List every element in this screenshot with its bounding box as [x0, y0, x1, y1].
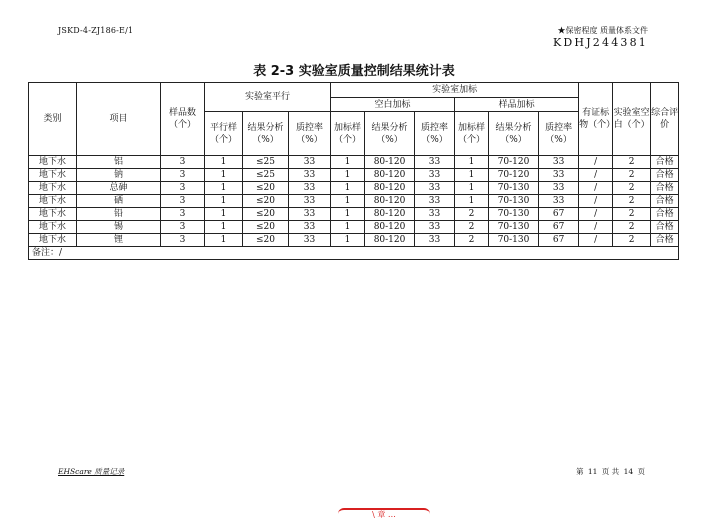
- table-cell: 1: [205, 234, 243, 247]
- header-certified-reference: 有证标物（个）: [579, 83, 613, 156]
- table-cell: 总砷: [77, 182, 161, 195]
- header-lab-blank: 实验室空白（个）: [613, 83, 651, 156]
- header-lab-spike: 实验室加标: [331, 83, 579, 98]
- header-sample-spike: 样品加标: [455, 98, 579, 112]
- table-cell: 1: [455, 182, 489, 195]
- table-cell: 3: [161, 169, 205, 182]
- header-parallel-count: 平行样（个）: [205, 112, 243, 156]
- remark: 备注：/: [29, 247, 679, 260]
- table-cell: 1: [205, 169, 243, 182]
- table-body: [29, 156, 679, 247]
- table-cell: 2: [613, 195, 651, 208]
- table-cell: 3: [161, 208, 205, 221]
- table-cell: 锂: [77, 234, 161, 247]
- table-cell: ≤25: [243, 169, 289, 182]
- table-cell: 70-120: [489, 169, 539, 182]
- table-cell: 33: [415, 156, 455, 169]
- table-cell: 铝: [77, 156, 161, 169]
- table-cell: 70-130: [489, 208, 539, 221]
- table-cell: 1: [205, 221, 243, 234]
- table-cell: ≤25: [243, 156, 289, 169]
- table-cell: /: [579, 221, 613, 234]
- table-cell: 1: [331, 169, 365, 182]
- table-row: [29, 208, 679, 221]
- header-sample-spike-rate: 质控率（%）: [539, 112, 579, 156]
- table-cell: 3: [161, 182, 205, 195]
- table-cell: 3: [161, 156, 205, 169]
- table-cell: 2: [613, 156, 651, 169]
- table-cell: 合格: [651, 156, 679, 169]
- table-cell: 3: [161, 221, 205, 234]
- table-cell: 33: [289, 195, 331, 208]
- page-current: 11: [587, 467, 598, 476]
- table-cell: 合格: [651, 195, 679, 208]
- table-cell: 1: [331, 182, 365, 195]
- table-cell: 80-120: [365, 208, 415, 221]
- table-cell: 80-120: [365, 221, 415, 234]
- table-cell: 33: [539, 156, 579, 169]
- table-cell: /: [579, 169, 613, 182]
- document-code: JSKD-4-ZJ186-E/1: [58, 26, 134, 35]
- header-sample-count: 样品数（个）: [161, 83, 205, 156]
- table-cell: /: [579, 208, 613, 221]
- table-row: [29, 169, 679, 182]
- table-cell: 硒: [77, 195, 161, 208]
- table-cell: 1: [205, 208, 243, 221]
- table-cell: 70-120: [489, 156, 539, 169]
- table-cell: 33: [415, 221, 455, 234]
- table-cell: 2: [613, 234, 651, 247]
- red-seal-stamp: \ 章 …: [338, 508, 430, 520]
- table-cell: 70-130: [489, 221, 539, 234]
- header-blank-spike-rate: 质控率（%）: [415, 112, 455, 156]
- table-cell: 2: [613, 182, 651, 195]
- table-cell: 1: [455, 156, 489, 169]
- header-lab-parallel: 实验室平行: [205, 83, 331, 112]
- table-cell: 67: [539, 234, 579, 247]
- header-sample-spike-result: 结果分析（%）: [489, 112, 539, 156]
- table-cell: 1: [331, 234, 365, 247]
- table-cell: /: [579, 156, 613, 169]
- table-cell: 33: [289, 208, 331, 221]
- header-sample-spike-count: 加标样（个）: [455, 112, 489, 156]
- table-cell: 合格: [651, 182, 679, 195]
- table-cell: 地下水: [29, 195, 77, 208]
- serial-number: KDHJ244381: [552, 36, 648, 49]
- table-cell: 地下水: [29, 234, 77, 247]
- table-cell: 锡: [77, 221, 161, 234]
- table-cell: 地下水: [29, 156, 77, 169]
- table-cell: 67: [539, 208, 579, 221]
- table-cell: 1: [331, 221, 365, 234]
- table-cell: 2: [613, 169, 651, 182]
- table-cell: 2: [455, 208, 489, 221]
- table-cell: 33: [415, 169, 455, 182]
- table-cell: 67: [539, 221, 579, 234]
- table-cell: 33: [539, 169, 579, 182]
- table-cell: 1: [331, 156, 365, 169]
- table-cell: 1: [455, 169, 489, 182]
- table-cell: 33: [415, 182, 455, 195]
- table-cell: 合格: [651, 234, 679, 247]
- page-number: [575, 466, 646, 477]
- table-cell: 33: [539, 182, 579, 195]
- table-cell: 33: [415, 208, 455, 221]
- header-blank-spike-count: 加标样（个）: [331, 112, 365, 156]
- table-cell: 1: [205, 195, 243, 208]
- table-cell: 3: [161, 195, 205, 208]
- table-row: [29, 221, 679, 234]
- table-cell: 2: [613, 221, 651, 234]
- table-cell: 80-120: [365, 182, 415, 195]
- page-mid: 页 共: [601, 467, 620, 476]
- table-cell: 70-130: [489, 182, 539, 195]
- table-row: [29, 156, 679, 169]
- table-cell: /: [579, 195, 613, 208]
- table-cell: 33: [289, 169, 331, 182]
- table-row: [29, 182, 679, 195]
- table-cell: 33: [415, 234, 455, 247]
- table-cell: 钠: [77, 169, 161, 182]
- header-item: 项目: [77, 83, 161, 156]
- table-cell: 地下水: [29, 182, 77, 195]
- table-cell: 地下水: [29, 208, 77, 221]
- table-cell: 2: [455, 221, 489, 234]
- table-cell: 1: [205, 182, 243, 195]
- table-cell: 铅: [77, 208, 161, 221]
- table-cell: 1: [455, 195, 489, 208]
- table-cell: ≤20: [243, 195, 289, 208]
- table-cell: 地下水: [29, 221, 77, 234]
- header-blank-spike: 空白加标: [331, 98, 455, 112]
- header-parallel-rate: 质控率（%）: [289, 112, 331, 156]
- page-prefix: 第: [575, 467, 584, 476]
- table-cell: 合格: [651, 221, 679, 234]
- table-cell: ≤20: [243, 182, 289, 195]
- table-cell: 33: [415, 195, 455, 208]
- table-cell: 合格: [651, 208, 679, 221]
- table-cell: /: [579, 234, 613, 247]
- table-row: [29, 195, 679, 208]
- page-total: 14: [623, 467, 634, 476]
- table-cell: 80-120: [365, 234, 415, 247]
- header-overall-evaluation: 综合评价: [651, 83, 679, 156]
- footer-record-label: EHScare 质量记录: [58, 467, 125, 476]
- table-cell: 1: [205, 156, 243, 169]
- confidentiality-label: ★保密程度 质量体系文件: [557, 26, 648, 35]
- table-cell: 70-130: [489, 195, 539, 208]
- table-cell: 33: [539, 195, 579, 208]
- header-parallel-result: 结果分析（%）: [243, 112, 289, 156]
- table-cell: 80-120: [365, 195, 415, 208]
- table-cell: /: [579, 182, 613, 195]
- table-cell: 33: [289, 182, 331, 195]
- table-cell: 地下水: [29, 169, 77, 182]
- table-cell: 33: [289, 234, 331, 247]
- table-cell: 70-130: [489, 234, 539, 247]
- header-blank-spike-result: 结果分析（%）: [365, 112, 415, 156]
- table-cell: 3: [161, 234, 205, 247]
- table-cell: 33: [289, 221, 331, 234]
- page-suffix: 页: [637, 467, 645, 476]
- table-cell: ≤20: [243, 221, 289, 234]
- table-cell: 1: [331, 195, 365, 208]
- table-cell: 80-120: [365, 156, 415, 169]
- table-cell: 80-120: [365, 169, 415, 182]
- header-category: 类别: [29, 83, 77, 156]
- table-title: 表 2-3 实验室质量控制结果统计表: [253, 64, 455, 79]
- table-cell: 1: [331, 208, 365, 221]
- table-cell: ≤20: [243, 208, 289, 221]
- qc-results-table: [28, 82, 679, 260]
- table-row: [29, 234, 679, 247]
- table-cell: ≤20: [243, 234, 289, 247]
- table-cell: 33: [289, 156, 331, 169]
- table-cell: 2: [613, 208, 651, 221]
- table-cell: 2: [455, 234, 489, 247]
- table-cell: 合格: [651, 169, 679, 182]
